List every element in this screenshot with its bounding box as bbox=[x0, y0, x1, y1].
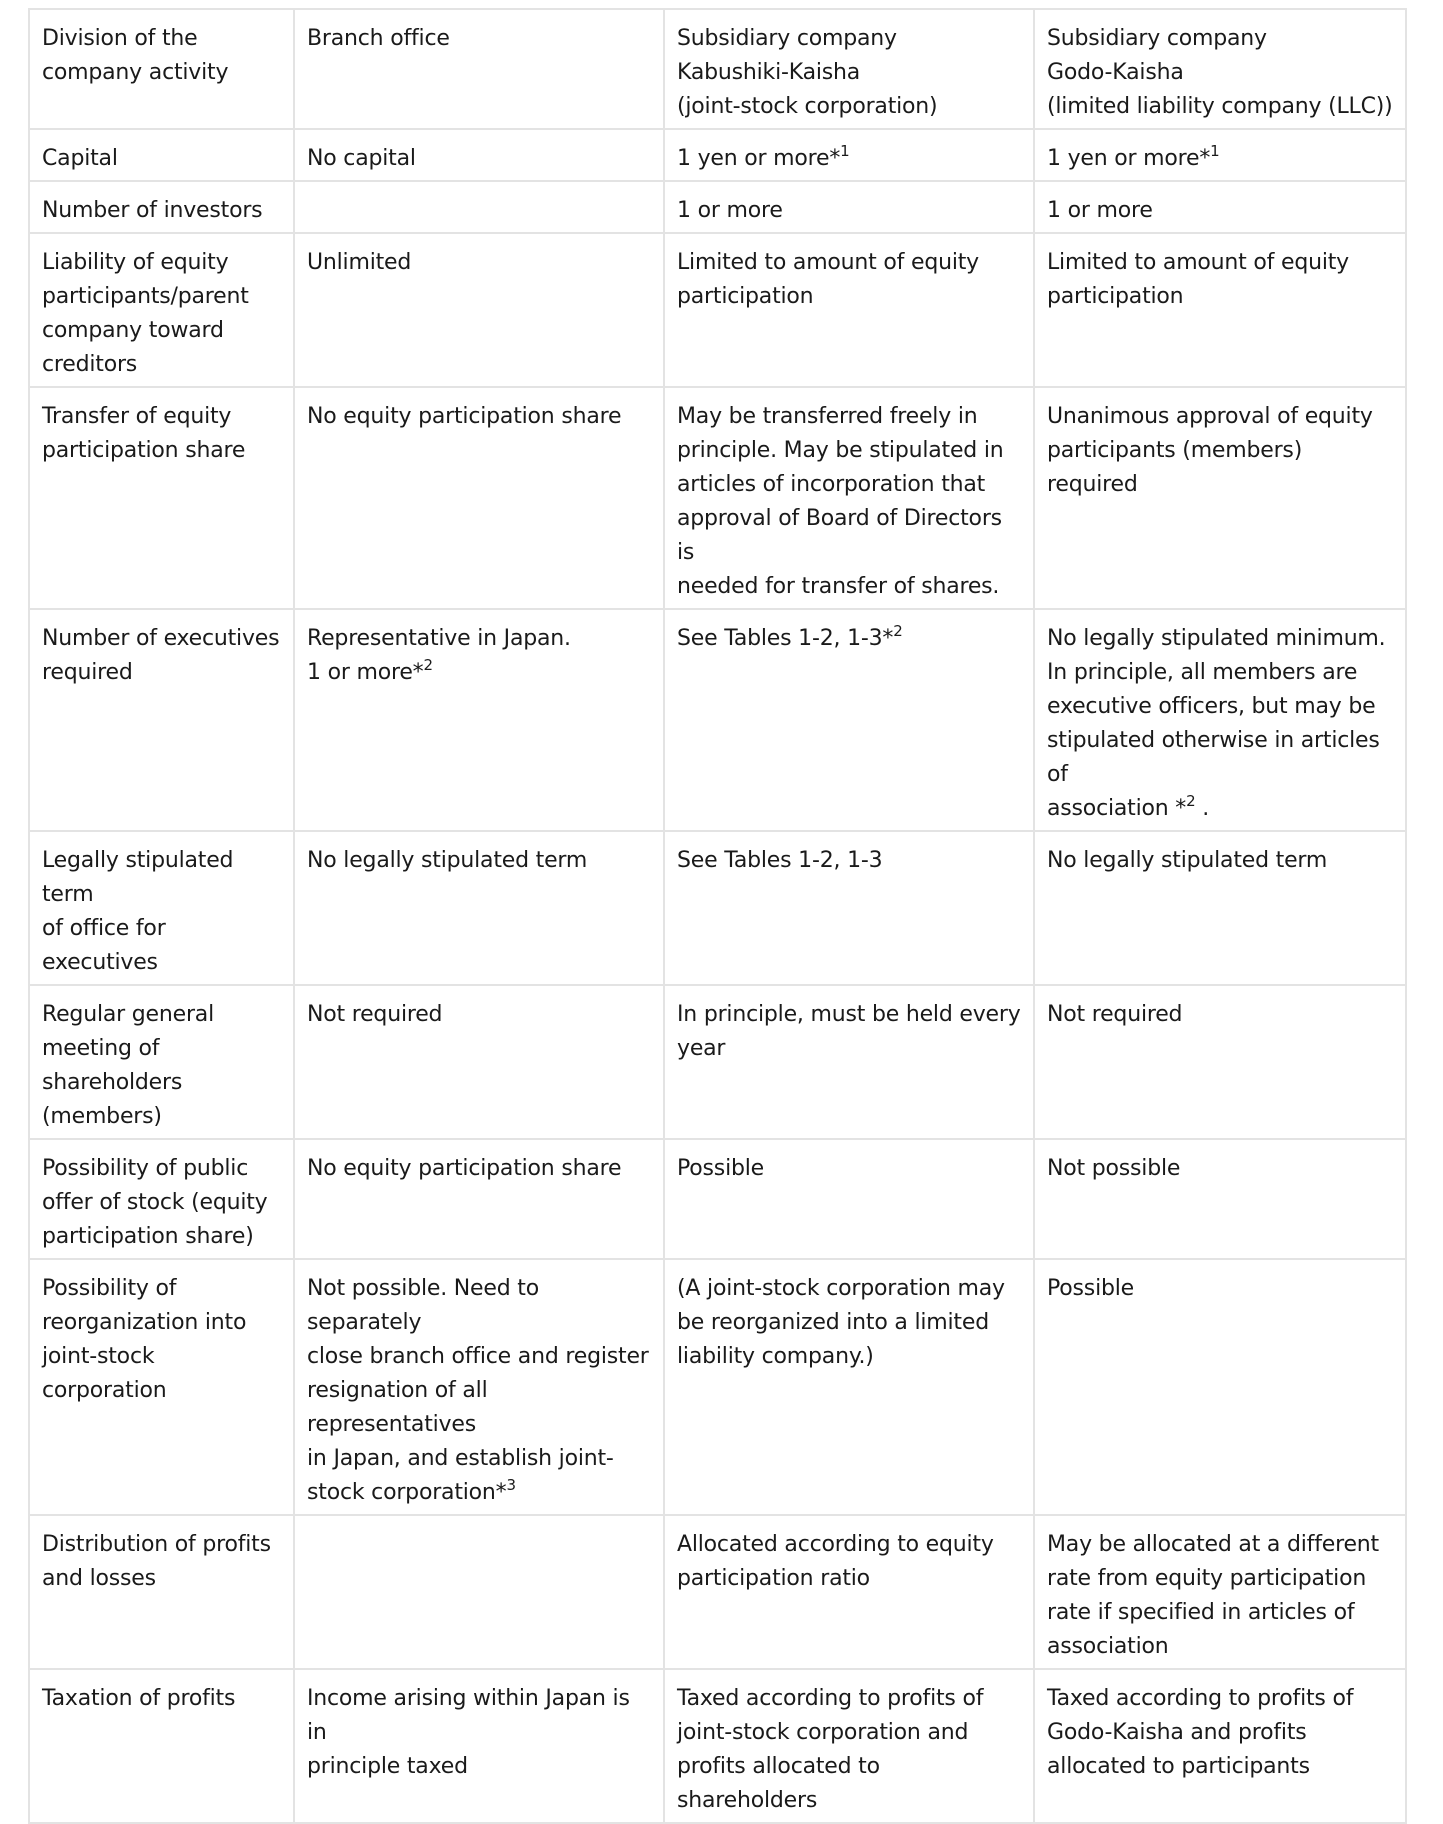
cell-text: Taxation of profits bbox=[42, 1686, 236, 1711]
cell-text: Number of executives required bbox=[42, 626, 280, 685]
table-cell-kabushiki-kaisha bbox=[664, 387, 1034, 609]
table-cell-godo-kaisha bbox=[1034, 609, 1406, 831]
table-row-capital bbox=[29, 129, 1406, 181]
table-cell-label bbox=[29, 985, 294, 1139]
table-cell-godo-kaisha bbox=[1034, 1669, 1406, 1823]
table-cell-kabushiki-kaisha bbox=[664, 129, 1034, 181]
cell-text: May be allocated at a different rate from equity participation rate if specified in articles of association bbox=[1047, 1532, 1379, 1659]
table-cell-kabushiki-kaisha bbox=[664, 1515, 1034, 1669]
table-row-term-of-office bbox=[29, 831, 1406, 985]
table-cell-godo-kaisha bbox=[1034, 181, 1406, 233]
cell-text: Income arising within Japan is in principle taxed bbox=[307, 1686, 630, 1779]
cell-text: Taxed according to profits of Godo-Kaisha and profits allocated to participants bbox=[1047, 1686, 1354, 1779]
cell-text: Not possible. Need to separately close branch office and register resignation of all representatives in Japan, and establish joint- stock corporation* bbox=[307, 1276, 649, 1505]
table-cell-kabushiki-kaisha bbox=[664, 233, 1034, 387]
cell-text: 1 yen or more* bbox=[677, 146, 841, 171]
cell-text: In principle, must be held every year bbox=[677, 1002, 1021, 1061]
header-text: Branch office bbox=[307, 26, 450, 51]
table-cell-branch-office bbox=[294, 1669, 664, 1823]
cell-text: Distribution of profits and losses bbox=[42, 1532, 271, 1591]
cell-text: May be transferred freely in principle. May be stipulated in articles of incorporation that approval of Board of Directors is needed for transfer of shares. bbox=[677, 404, 1004, 599]
table-row-number-of-investors bbox=[29, 181, 1406, 233]
cell-text: No equity participation share bbox=[307, 1156, 622, 1181]
table-cell-branch-office bbox=[294, 609, 664, 831]
table-cell-label bbox=[29, 609, 294, 831]
cell-text: Allocated according to equity participation ratio bbox=[677, 1532, 994, 1591]
table-cell-label bbox=[29, 1515, 294, 1669]
footnote-marker: 1 bbox=[840, 142, 850, 160]
table-cell-godo-kaisha bbox=[1034, 831, 1406, 985]
footnote-marker: 2 bbox=[893, 622, 903, 640]
cell-text: Legally stipulated term of office for executives bbox=[42, 848, 234, 975]
cell-text: Liability of equity participants/parent company toward creditors bbox=[42, 250, 249, 377]
table-cell-godo-kaisha bbox=[1034, 985, 1406, 1139]
cell-text: 1 or more bbox=[1047, 198, 1153, 223]
cell-text: Possibility of reorganization into joint-stock corporation bbox=[42, 1276, 247, 1403]
table-cell-godo-kaisha bbox=[1034, 233, 1406, 387]
cell-text: Representative in Japan. 1 or more* bbox=[307, 626, 571, 685]
footnote-marker: 3 bbox=[506, 1476, 516, 1494]
cell-text: No legally stipulated term bbox=[1047, 848, 1328, 873]
table-row-general-meeting bbox=[29, 985, 1406, 1139]
table-row-number-of-executives bbox=[29, 609, 1406, 831]
footnote-marker: 1 bbox=[1210, 142, 1220, 160]
table-cell-branch-office bbox=[294, 1515, 664, 1669]
table-cell-kabushiki-kaisha bbox=[664, 609, 1034, 831]
cell-text: Limited to amount of equity participation bbox=[677, 250, 979, 309]
table-cell-godo-kaisha bbox=[1034, 1515, 1406, 1669]
cell-text: No capital bbox=[307, 146, 416, 171]
table-cell-label bbox=[29, 1139, 294, 1259]
cell-text: No legally stipulated minimum. In principle, all members are executive officers, but may be stipulated otherwise in articles of association * bbox=[1047, 626, 1386, 821]
cell-text: (A joint-stock corporation may be reorganized into a limited liability company.) bbox=[677, 1276, 1005, 1369]
cell-text: Possible bbox=[1047, 1276, 1134, 1301]
cell-text: Not required bbox=[1047, 1002, 1183, 1027]
footnote-marker: 2 bbox=[423, 656, 433, 674]
table-row-distribution-of-profits bbox=[29, 1515, 1406, 1669]
company-form-comparison-table bbox=[28, 8, 1407, 1824]
table-cell-branch-office bbox=[294, 233, 664, 387]
table-cell-godo-kaisha bbox=[1034, 1139, 1406, 1259]
table-row-transfer-of-equity bbox=[29, 387, 1406, 609]
header-cell-kabushiki-kaisha bbox=[664, 9, 1034, 129]
header-cell-branch-office bbox=[294, 9, 664, 129]
table-cell-kabushiki-kaisha bbox=[664, 985, 1034, 1139]
table-row-public-offer bbox=[29, 1139, 1406, 1259]
cell-text: Possible bbox=[677, 1156, 764, 1181]
table-cell-godo-kaisha bbox=[1034, 1259, 1406, 1515]
table-cell-label bbox=[29, 129, 294, 181]
cell-text: 1 or more bbox=[677, 198, 783, 223]
table-cell-branch-office bbox=[294, 129, 664, 181]
table-cell-kabushiki-kaisha bbox=[664, 1139, 1034, 1259]
table-cell-branch-office bbox=[294, 1259, 664, 1515]
cell-text: Limited to amount of equity participation bbox=[1047, 250, 1349, 309]
comparison-table-container bbox=[28, 8, 1405, 1824]
cell-text-suffix: . bbox=[1195, 796, 1210, 821]
table-cell-branch-office bbox=[294, 985, 664, 1139]
cell-text: No legally stipulated term bbox=[307, 848, 588, 873]
header-cell-godo-kaisha bbox=[1034, 9, 1406, 129]
table-body bbox=[29, 9, 1406, 1823]
cell-text: Not possible bbox=[1047, 1156, 1181, 1181]
cell-text: Possibility of public offer of stock (equity participation share) bbox=[42, 1156, 268, 1249]
cell-text: Unanimous approval of equity participants (members) required bbox=[1047, 404, 1373, 497]
cell-text: Taxed according to profits of joint-stock corporation and profits allocated to shareholders bbox=[677, 1686, 984, 1813]
table-cell-godo-kaisha bbox=[1034, 129, 1406, 181]
table-cell-branch-office bbox=[294, 831, 664, 985]
table-row-taxation-of-profits bbox=[29, 1669, 1406, 1823]
table-cell-kabushiki-kaisha bbox=[664, 831, 1034, 985]
table-cell-label bbox=[29, 1669, 294, 1823]
cell-text: See Tables 1-2, 1-3* bbox=[677, 626, 894, 651]
footnote-marker: 2 bbox=[1186, 792, 1196, 810]
cell-text: See Tables 1-2, 1-3 bbox=[677, 848, 883, 873]
cell-text: No equity participation share bbox=[307, 404, 622, 429]
table-cell-label bbox=[29, 387, 294, 609]
cell-text: Number of investors bbox=[42, 198, 263, 223]
table-cell-kabushiki-kaisha bbox=[664, 1259, 1034, 1515]
table-cell-kabushiki-kaisha bbox=[664, 1669, 1034, 1823]
table-cell-branch-office bbox=[294, 387, 664, 609]
header-text: Division of the company activity bbox=[42, 26, 229, 85]
table-header-row bbox=[29, 9, 1406, 129]
table-cell-kabushiki-kaisha bbox=[664, 181, 1034, 233]
table-cell-godo-kaisha bbox=[1034, 387, 1406, 609]
header-text: Subsidiary company Kabushiki-Kaisha (joint-stock corporation) bbox=[677, 26, 938, 119]
table-cell-label bbox=[29, 233, 294, 387]
cell-text: Unlimited bbox=[307, 250, 412, 275]
header-cell-division bbox=[29, 9, 294, 129]
header-text: Subsidiary company Godo-Kaisha (limited liability company (LLC)) bbox=[1047, 26, 1393, 119]
cell-text: Capital bbox=[42, 146, 118, 171]
table-cell-branch-office bbox=[294, 1139, 664, 1259]
table-cell-label bbox=[29, 1259, 294, 1515]
table-cell-label bbox=[29, 181, 294, 233]
cell-text: Transfer of equity participation share bbox=[42, 404, 246, 463]
table-row-reorganization bbox=[29, 1259, 1406, 1515]
table-cell-label bbox=[29, 831, 294, 985]
cell-text: 1 yen or more* bbox=[1047, 146, 1211, 171]
cell-text: Not required bbox=[307, 1002, 443, 1027]
table-cell-branch-office bbox=[294, 181, 664, 233]
table-row-liability bbox=[29, 233, 1406, 387]
cell-text: Regular general meeting of shareholders (members) bbox=[42, 1002, 214, 1129]
